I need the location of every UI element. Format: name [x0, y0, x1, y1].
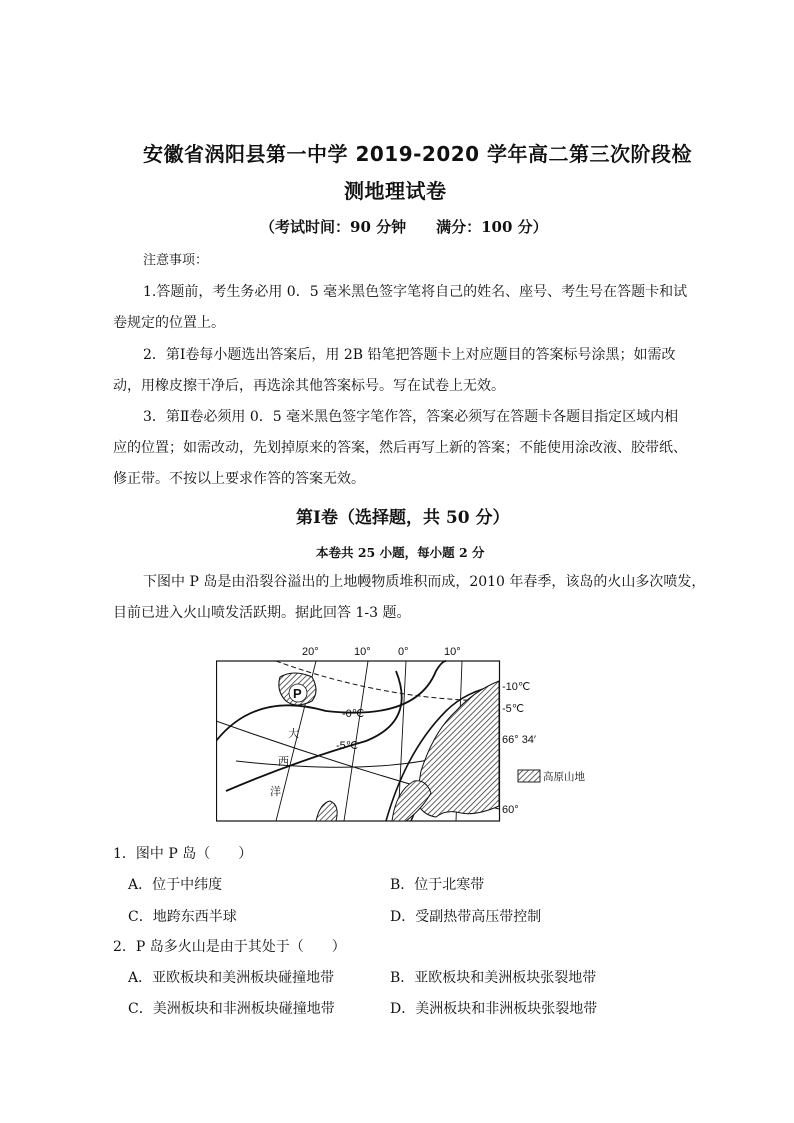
isotherm-label-minus10: -10℃ — [502, 681, 531, 693]
note-3-line-3: 修正带。不按以上要求作答的答案无效。 — [113, 471, 365, 487]
question-2-option-b: B．亚欧板块和美洲板块张裂地带 — [390, 970, 597, 986]
island-p-label: P — [293, 686, 302, 701]
note-3-line-1: 3．第Ⅱ卷必须用 0．5 毫米黑色签字笔作答，答案必须写在答题卡各题目指定区域内相 — [143, 409, 679, 425]
isotherm-label-0: -0℃ — [342, 708, 365, 720]
notes-heading: 注意事项： — [143, 253, 209, 268]
section-subheading: 本卷共 25 小题，每小题 2 分 — [316, 545, 485, 560]
isotherm-label-5: -5℃ — [336, 740, 359, 752]
ocean-char-2: 西 — [278, 755, 289, 768]
lon-label-0: 0° — [398, 646, 409, 658]
question-2-stem: 2．P 岛多火山是由于其处于（ ） — [113, 939, 346, 955]
lon-label-10w: 10° — [354, 646, 371, 658]
lat-label-66: 66° 34′ — [502, 734, 536, 746]
note-1-line-2: 卷规定的位置上。 — [113, 315, 225, 331]
note-2-line-1: 2．第Ⅰ卷每小题选出答案后，用 2B 铅笔把答题卡上对应题目的答案标号涂黑；如需改 — [143, 347, 676, 363]
legend-swatch — [518, 770, 540, 782]
section-heading: 第Ⅰ卷（选择题，共 50 分） — [296, 508, 510, 528]
intro-line-2: 目前已进入火山喷发活跃期。据此回答 1-3 题。 — [113, 605, 411, 621]
map-figure — [216, 641, 596, 831]
note-3-line-2: 应的位置；如需改动，先划掉原来的答案，然后再写上新的答案；不能使用涂改液、胶带纸、 — [113, 440, 687, 456]
exam-info: （考试时间：90 分钟 满分：100 分） — [260, 218, 548, 236]
question-2-option-d: D．美洲板块和非洲板块张裂地带 — [390, 1001, 598, 1017]
note-1-line-1: 1.答题前，考生务必用 0．5 毫米黑色签字笔将自己的姓名、座号、考生号在答题卡和试 — [143, 284, 688, 300]
note-2-line-2: 动，用橡皮擦干净后，再选涂其他答案标号。写在试卷上无效。 — [113, 378, 505, 394]
lon-label-20: 20° — [302, 646, 319, 658]
question-1-option-b: B．位于北寒带 — [390, 877, 485, 893]
ocean-char-1: 大 — [288, 727, 299, 740]
question-2-option-a: A．亚欧板块和美洲板块碰撞地带 — [128, 970, 335, 986]
question-1-option-d: D．受副热带高压带控制 — [390, 909, 542, 925]
question-1-option-a: A．位于中纬度 — [128, 877, 223, 893]
lon-label-10e: 10° — [444, 646, 461, 658]
isotherm-label-minus5: -5℃ — [502, 703, 525, 715]
page-title-line2: 测地理试卷 — [344, 179, 447, 203]
ocean-char-3: 洋 — [270, 785, 281, 798]
lat-label-60: 60° — [502, 804, 519, 816]
legend-label: 高原山地 — [543, 771, 585, 783]
question-2-option-c: C．美洲板块和非洲板块碰撞地带 — [128, 1001, 335, 1017]
intro-line-1: 下图中 P 岛是由沿裂谷溢出的上地幔物质堆积而成，2010 年春季，该岛的火山多次喷发， — [143, 574, 706, 590]
question-1-stem: 1．图中 P 岛（ ） — [113, 846, 253, 862]
page-title-line1: 安徽省涡阳县第一中学 2019-2020 学年高二第三次阶段检 — [143, 142, 693, 166]
question-1-option-c: C．地跨东西半球 — [128, 909, 237, 925]
